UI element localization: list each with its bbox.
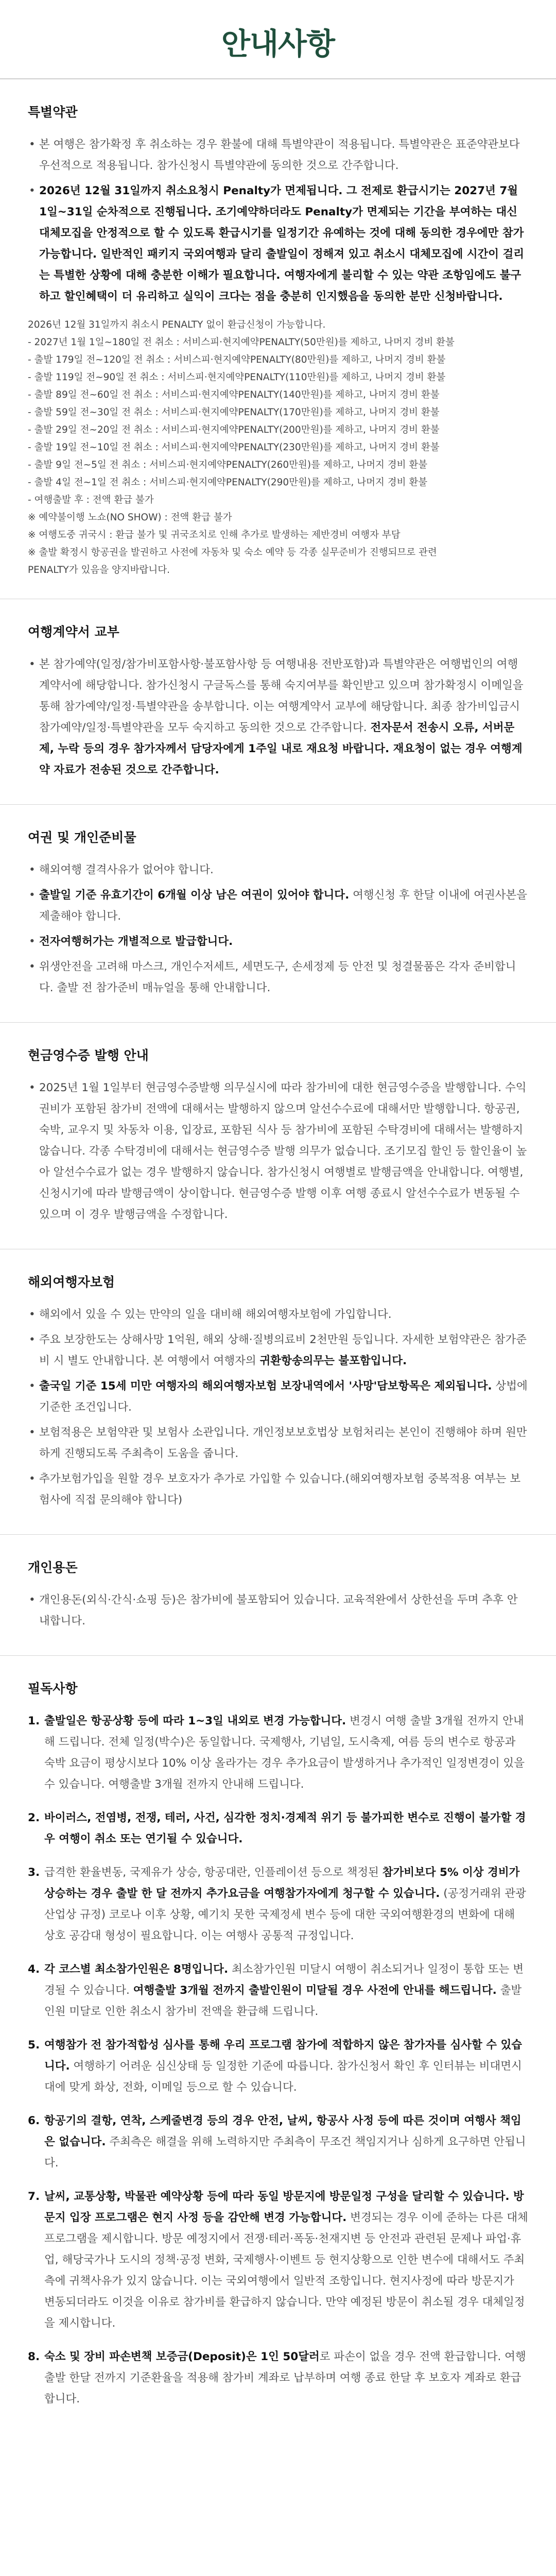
- penalty-line: - 출발 29일 전~20일 전 취소 : 서비스피·현지예약PENALTY(200만원)를 제하고, 나머지 경비 환불: [28, 425, 440, 435]
- notice-text: (공정거래위 관광산업상 규정) 코로나 이후 상황, 예기치 못한 국제정세 변수 등에 대한 국외여행환경의 변화에 대해 상호 공감대 형성이 필요합니다. 이는 여행사 공통적 규정입니다.: [44, 1887, 526, 1942]
- penalty-line: - 출발 9일 전~5일 전 취소 : 서비스피·현지예약PENALTY(260만원)를 제하고, 나머지 경비 환불: [28, 460, 428, 470]
- notice-bold: 출발일은 항공상황 등에 따라 1~3일 내외로 변경 가능합니다.: [44, 1715, 346, 1727]
- penalty-note: PENALTY가 있음을 양지바랍니다.: [28, 565, 170, 575]
- receipt-item: • 2025년 1월 1일부터 현금영수증발행 의무실시에 따라 참가비에 대한 현금영수증을 발행합니다. 수익권비가 포함된 참가비 전액에 대해서는 발행하지 않으며 알선수수료에 대해서만 발행합니다. 항공권, 숙박, 교우지 및 차동차 이용, 입장료, 포함된 식사 등 참가비에 포함된 수탁경비에 대해서는 발행하지 않습니다. 각종 수탁경비에 대해서는 현금영수증 발행 의무가 없습니다. 조기모집 할인 등 할인율이 높아 알선수수료가 없는 경우 발행하지 않습니다. 참가신청시 여행별로 발행금액을 안내합니다. 여행별, 신청시기에 따라 발행금액이 상이합니다. 현금영수증 발행 이후 여행 종료시 알선수수료가 변동될 수 있으며 이 경우 발행금액을 수정합니다.: [39, 1077, 528, 1225]
- notice-number: 5.: [28, 2039, 40, 2052]
- notice-bold: 항공기의 결항, 연착, 스케줄변경 등의 경우 안전, 날씨, 항공사 사정 등에 따른 것이며 여행사 책임은 없습니다.: [44, 2114, 522, 2148]
- insurance-item: [39, 1329, 528, 1371]
- notice-number: 8.: [28, 2350, 40, 2363]
- notice-item: [28, 2035, 528, 2098]
- notice-text: 최소참가인원 미달시 여행이 취소되거나 일정이 통합 또는 변경될 수 있습니다.: [44, 1963, 524, 1997]
- penalty-line: - 출발 89일 전~60일 전 취소 : 서비스피·현지예약PENALTY(140만원)를 제하고, 나머지 경비 환불: [28, 389, 440, 400]
- penalty-intro: 2026년 12월 31일까지 취소시 PENALTY 없이 환급신청이 가능합니다.: [28, 319, 326, 330]
- penalty-table: [28, 316, 528, 579]
- penalty-line: - 2027년 1월 1일~180일 전 취소 : 서비스피·현지예약PENALTY(50만원)를 제하고, 나머지 경비 환불: [28, 337, 455, 348]
- special-terms-section: [0, 79, 556, 599]
- penalty-line: - 출발 179일 전~120일 전 취소 : 서비스피·현지예약PENALTY(80만원)를 제하고, 나머지 경비 환불: [28, 354, 446, 365]
- insurance-item: [39, 1376, 528, 1418]
- passport-item: [39, 885, 528, 927]
- notice-number: 4.: [28, 1963, 40, 1976]
- passport-bold: 출발일 기준 유효기간이 6개월 이상 남은 여권이 있어야 합니다.: [39, 889, 350, 902]
- notice-bold: 여행출발 3개월 전까지 출발인원이 미달될 경우 사전에 안내를 해드립니다.: [133, 1984, 497, 1997]
- insurance-section: [0, 1249, 556, 1535]
- special-terms-title: 특별약관: [28, 105, 78, 120]
- insurance-bold: 귀환항송의무는 불포함입니다.: [259, 1354, 407, 1367]
- notice-text: 로 파손이 없을 경우 전액 환급합니다. 여행 출발 한달 전까지 기준환율을 적용해 참가비 계좌로 납부하며 여행 종료 한달 후 보호자 계좌로 환급합니다.: [44, 2350, 526, 2405]
- notice-bold: 바이러스, 전염병, 전쟁, 테러, 사건, 심각한 정치·경제적 위기 등 불가피한 변수로 진행이 불가할 경우 여행이 취소 또는 연기될 수 있습니다.: [44, 1811, 526, 1845]
- personal-money-section: [0, 1535, 556, 1656]
- notice-text: 여행하기 어려운 심신상태 등 일정한 기준에 따릅니다. 참가신청서 확인 후 인터뷰는 비대면시대에 맞게 화상, 전화, 이메일 등으로 할 수 있습니다.: [44, 2060, 522, 2094]
- notice-text: 변경되는 경우 이에 준하는 다른 대체 프로그램을 제시합니다. 방문 예정지에서 전쟁·테러·폭동·천재지변 등 안전과 관련된 문제나 파업·휴업, 해당국가나 도시의 정책·공정 변화, 국제행사·이벤트 등 현지상황으로 인한 변수에 대해서도 주최측에 귀책사유가 있지 않습니다. 이는 국외여행에서 일반적 조항입니다. 현지사정에 따라 방문지가 변동되더라도 이것을 이유로 참가비를 환급하지 않습니다. 만약 예정된 방문이 취소될 경우 대체일정을 제시합니다.: [44, 2211, 528, 2330]
- personal-money-title: 개인용돈: [28, 1560, 78, 1575]
- notice-item: [28, 2346, 528, 2410]
- penalty-line: - 여행출발 후 : 전액 환급 불가: [28, 495, 154, 505]
- penalty-note: ※ 여행도중 귀국시 : 환급 불가 및 귀국조치로 인해 추가로 발생하는 제반경비 여행자 부담: [28, 530, 401, 540]
- insurance-item: • 해외에서 있을 수 있는 만약의 일을 대비해 해외여행자보험에 가입합니다.: [39, 1304, 528, 1325]
- insurance-bold: 출국일 기준 15세 미만 여행자의 해외여행자보험 보장내역에서 '사망'담보항목은 제외됩니다.: [39, 1380, 492, 1393]
- receipt-section: [0, 1023, 556, 1249]
- notice-bold: 숙소 및 장비 파손변책 보증금(Deposit)은 1인 50달러: [44, 2350, 320, 2363]
- personal-money-item: • 개인용돈(외식·간식·쇼핑 등)은 참가비에 불포함되어 있습니다. 교육적완에서 상한선을 두며 추후 안내합니다.: [39, 1589, 528, 1632]
- notice-item: [28, 1862, 528, 1946]
- notice-number: 1.: [28, 1715, 40, 1727]
- passport-title: 여권 및 개인준비물: [28, 830, 136, 845]
- passport-section: [0, 805, 556, 1023]
- passport-bold: 전자여행허가는 개별적으로 발급합니다.: [39, 935, 233, 948]
- passport-item: • 위생안전을 고려해 마스크, 개인수저세트, 세면도구, 손세정제 등 안전 및 청결물품은 각자 준비합니다. 출발 전 참가준비 매뉴얼을 통해 안내합니다.: [39, 956, 528, 998]
- notice-number: 3.: [28, 1866, 40, 1879]
- insurance-text: 상법에 기준한 조건입니다.: [39, 1380, 528, 1414]
- receipt-title: 현금영수증 발행 안내: [28, 1048, 149, 1063]
- notice-section: [0, 1656, 556, 2442]
- passport-item: • 해외여행 결격사유가 없어야 합니다.: [39, 859, 528, 880]
- notice-text: 급격한 환율변동, 국제유가 상승, 항공대란, 인플레이션 등으로 책정된: [44, 1866, 383, 1879]
- notice-bold: 각 코스별 최소참가인원은 8명입니다.: [44, 1963, 229, 1976]
- notice-bold: 날씨, 교통상황, 박물관 예약상황 등에 따라 동일 방문지에 방문일정 구성을 달리할 수 있습니다. 방문지 입장 프로그램은 현지 사정 등을 감안해 변경 가능합니다.: [44, 2190, 524, 2224]
- notice-item: [28, 2110, 528, 2174]
- insurance-title: 해외여행자보험: [28, 1275, 115, 1290]
- notice-text: 주최측은 해결을 위해 노력하지만 주최측이 무조건 책임지거나 심하게 요구하면 안됩니다.: [44, 2136, 526, 2170]
- special-terms-item: [39, 180, 528, 307]
- notice-item: [28, 1710, 528, 1795]
- notice-title: 필독사항: [28, 1681, 78, 1696]
- notice-item: [28, 1959, 528, 2022]
- notice-text: 출발인원 미달로 인한 취소시 참가비 전액을 환급해 드립니다.: [44, 1984, 522, 2018]
- penalty-note: ※ 예약불이행 노쇼(NO SHOW) : 전액 환급 불가: [28, 512, 232, 523]
- contract-title: 여행계약서 교부: [28, 624, 119, 639]
- insurance-item: • 보험적용은 보험약관 및 보험사 소관입니다. 개인정보보호법상 보험처리는 본인이 진행해야 하며 원만하게 진행되도록 주최측이 도움을 줍니다.: [39, 1422, 528, 1464]
- page-title: 안내사항: [221, 26, 335, 61]
- notice-bold: 참가비보다 5% 이상 경비가 상승하는 경우 출발 한 달 전까지 추가요금을 여행참가자에게 청구할 수 있습니다.: [44, 1866, 520, 1900]
- passport-text: 여행신청 후 한달 이내에 여권사본을 제출해야 합니다.: [39, 889, 527, 923]
- penalty-line: - 출발 19일 전~10일 전 취소 : 서비스피·현지예약PENALTY(230만원)를 제하고, 나머지 경비 환불: [28, 442, 440, 453]
- contract-item: [39, 654, 528, 781]
- contract-bold: 전자문서 전송시 오류, 서버문제, 누락 등의 경우 참가자께서 담당자에게 1주일 내로 재요청 바랍니다. 재요청이 없는 경우 여행계약 자료가 전송된 것으로 간주합니다.: [39, 721, 523, 776]
- notice-number: 7.: [28, 2190, 40, 2203]
- contract-section: [0, 599, 556, 805]
- notice-item: [28, 2186, 528, 2334]
- insurance-item: • 추가보험가입을 원할 경우 보호자가 추가로 가입할 수 있습니다.(해외여행자보험 중복적용 여부는 보험사에 직접 문의해야 합니다): [39, 1468, 528, 1511]
- notice-text: 변경시 여행 출발 3개월 전까지 안내해 드립니다. 전체 일정(박수)은 동일합니다. 국제행사, 기념일, 도시축제, 여름 등의 변수로 항공과 숙박 요금이 평상시보다 10% 이상 올라가는 경우 추가요금이 발생하거나 추가적인 일정변경이 있을 수 있습니다. 여행출발 3개월 전까지 안내해 드립니다.: [44, 1715, 525, 1791]
- penalty-line: - 출발 4일 전~1일 전 취소 : 서비스피·현지예약PENALTY(290만원)를 제하고, 나머지 경비 환불: [28, 477, 428, 488]
- penalty-line: - 출발 119일 전~90일 전 취소 : 서비스피·현지예약PENALTY(110만원)를 제하고, 나머지 경비 환불: [28, 372, 446, 383]
- notice-bold: 여행참가 전 참가적합성 심사를 통해 우리 프로그램 참가에 적합하지 않은 참가자를 심사할 수 있습니다.: [44, 2039, 523, 2073]
- penalty-note: ※ 출발 확정시 항공권을 발권하고 사전에 자동차 및 숙소 예약 등 각종 실무준비가 진행되므로 관련: [28, 547, 437, 558]
- notice-number: 2.: [28, 1811, 40, 1824]
- notice-number: 6.: [28, 2114, 40, 2127]
- special-terms-bold: 2026년 12월 31일까지 취소요청시 Penalty가 면제됩니다. 그 전제로 환급시기는 2027년 7월 1일~31일 순차적으로 진행됩니다. 조기예약하더라도 Penalty가 면제되는 기간을 부여하는 대신 대체모집을 안정적으로 할 수 있도록 환급시기를 일정기간 유예하는 것에 대해 동의한 경우에만 참가가능합니다. 일반적인 패키지 국외여행과 달리 출발일이 정해져 있고 취소시 대체모집에 시간이 걸리는 특별한 상황에 대해 충분한 이해가 필요합니다. 여행자에게 불리할 수 있는 약관 조항임에도 불구하고 할인혜택이 더 유리하고 실익이 크다는 점을 충분히 인지했음을 동의한 분만 신청바랍니다.: [39, 184, 525, 303]
- insurance-text: 주요 보장한도는 상해사망 1억원, 해외 상해·질병의료비 2천만원 등입니다. 자세한 보험약관은 참가준비 시 별도 안내합니다. 본 여행에서 여행자의: [39, 1333, 527, 1367]
- passport-item: [39, 931, 528, 952]
- special-terms-item: • 본 여행은 참가확정 후 취소하는 경우 환불에 대해 특별약관이 적용됩니다. 특별약관은 표준약관보다 우선적으로 적용됩니다. 참가신청시 특별약관에 동의한 것으로 간주합니다.: [39, 134, 528, 176]
- penalty-line: - 출발 59일 전~30일 전 취소 : 서비스피·현지예약PENALTY(170만원)를 제하고, 나머지 경비 환불: [28, 407, 440, 418]
- notice-item: [28, 1807, 528, 1850]
- contract-text: 본 참가예약(일정/참가비포함사항·불포함사항 등 여행내용 전반포함)과 특별약관은 여행법인의 여행계약서에 해당합니다. 참가신청시 구글독스를 통해 숙지여부를 확인받고 있으며 참가확정시 이메일을 통해 참가예약/일정·특별약관을 송부합니다. 이는 여행계약서 교부에 해당합니다. 최종 참가비입금시 참가예약/일정·특별약관을 모두 숙지하고 동의한 것으로 간주합니다.: [39, 658, 524, 734]
